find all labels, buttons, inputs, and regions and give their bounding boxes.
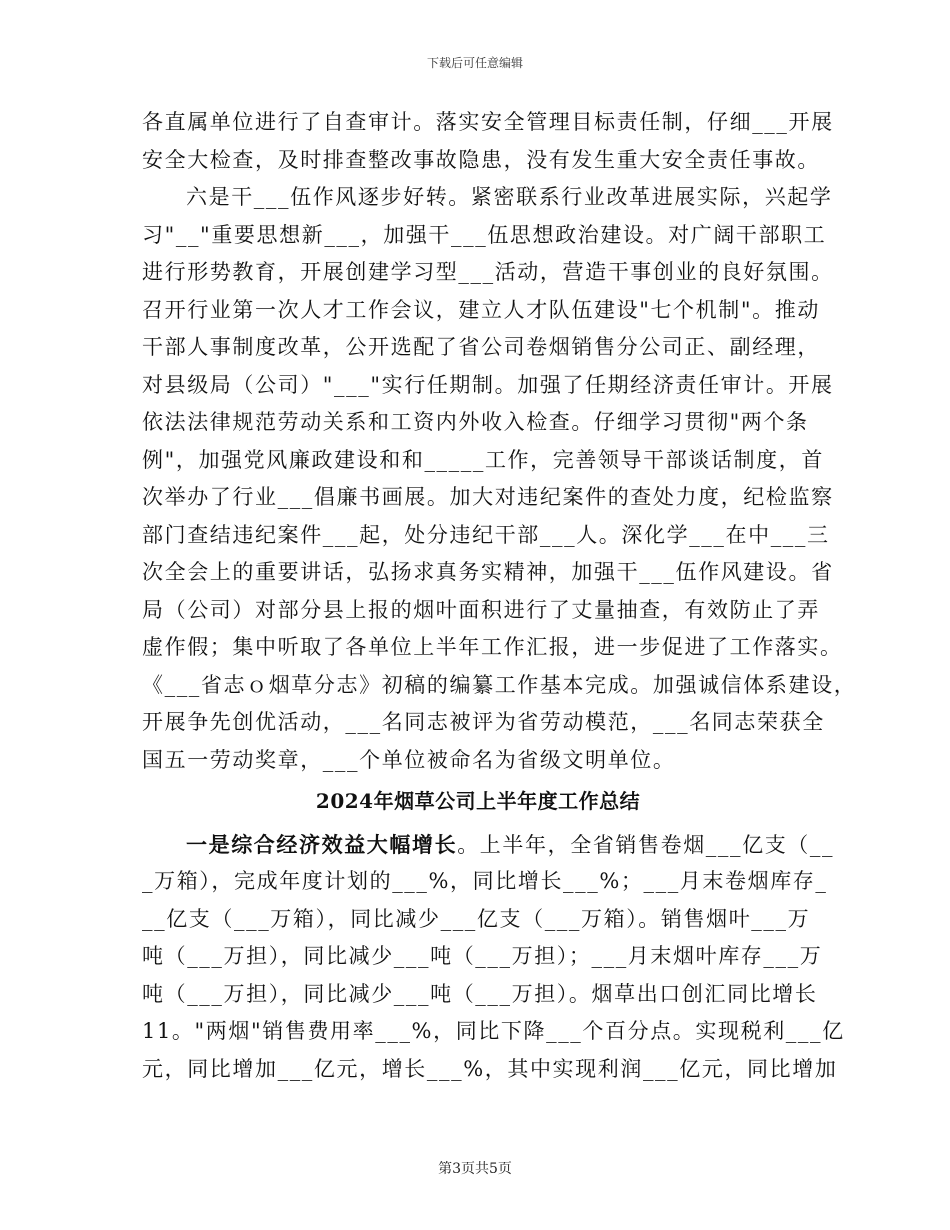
text-line bbox=[142, 826, 835, 864]
document-body bbox=[142, 104, 857, 1088]
page-footer: 第3页共5页 bbox=[438, 1161, 512, 1177]
text-line: 例"，加强党风廉政建设和和_____工作，完善领导干部谈话制度，首 bbox=[142, 447, 824, 472]
text-line: __亿支（___万箱），同比减少___亿支（___万箱）。销售烟叶___万 bbox=[142, 906, 811, 931]
text-line: 国五一劳动奖章，___个单位被命名为省级文明单位。 bbox=[142, 747, 676, 772]
text-line: 干部人事制度改革，公开选配了省公司卷烟销售分公司正、副经理， bbox=[142, 335, 820, 359]
lead-phrase: 一是综合经济效益大幅增长 bbox=[186, 831, 458, 857]
text-line: 次举办了行业___倡廉书画展。加大对违纪案件的查处力度，纪检监察 bbox=[142, 485, 834, 509]
text-line: 部门查结违纪案件___起，处分违纪干部___人。深化学___在中___三 bbox=[142, 522, 830, 547]
paragraph bbox=[142, 104, 834, 179]
text-line: _万箱），完成年度计划的___%，同比增长___%；___月末卷烟库存_ bbox=[142, 869, 828, 893]
text-line: 《___省志ｏ烟草分志》初稿的编纂工作基本完成。加强诚信体系建设， bbox=[142, 672, 857, 697]
line-text: 。上半年，全省销售卷烟___亿支（__ bbox=[457, 832, 835, 857]
paragraph bbox=[142, 179, 857, 779]
text-line: 召开行业第一次人才工作会议，建立人才队伍建设"七个机制"。推动 bbox=[142, 297, 820, 322]
paragraph bbox=[142, 826, 845, 1089]
section-heading: 2024年烟草公司上半年度工作总结 bbox=[315, 789, 641, 813]
text-line: 依法法律规范劳动关系和工资内外收入检查。仔细学习贯彻"两个条 bbox=[142, 410, 809, 434]
text-line: 局（公司）对部分县上报的烟叶面积进行了丈量抽查，有效防止了弄 bbox=[142, 597, 820, 622]
text-line: 虚作假；集中听取了各单位上半年工作汇报，进一步促进了工作落实。 bbox=[142, 635, 843, 659]
text-line: 六是干___伍作风逐步好转。紧密联系行业改革进展实际，兴起学 bbox=[186, 185, 833, 209]
page-header: 下载后可任意编辑 bbox=[426, 56, 523, 70]
text-line: 进行形势教育，开展创建学习型___活动，营造干事创业的良好氛围。 bbox=[142, 260, 834, 284]
text-line: 开展争先创优活动，___名同志被评为省劳动模范，___名同志荣获全 bbox=[142, 710, 825, 734]
text-line: 对县级局（公司）"___"实行任期制。加强了任期经济责任审计。开展 bbox=[142, 372, 834, 397]
text-line: 习"__"重要思想新___，加强干___伍思想政治建设。对广阔干部职工 bbox=[142, 222, 827, 247]
text-line: 吨（___万担），同比减少___吨（___万担）。烟草出口创汇同比增长 bbox=[142, 981, 818, 1006]
text-line: 次全会上的重要讲话，弘扬求真务实精神，加强干___伍作风建设。省 bbox=[142, 560, 834, 584]
text-line: 吨（___万担），同比减少___吨（___万担）；___月末烟叶库存___万 bbox=[142, 944, 823, 968]
text-line: 元，同比增加___亿元，增长___%，其中实现利润___亿元，同比增加 bbox=[142, 1056, 838, 1081]
text-line: 安全大检查，及时排查整改事故隐患，没有发生重大安全责任事故。 bbox=[142, 147, 820, 172]
text-line: 各直属单位进行了自查审计。落实安全管理目标责任制，仔细___开展 bbox=[142, 110, 834, 134]
text-line: 11。"两烟"销售费用率___%，同比下降___个百分点。实现税利___亿 bbox=[142, 1019, 845, 1043]
